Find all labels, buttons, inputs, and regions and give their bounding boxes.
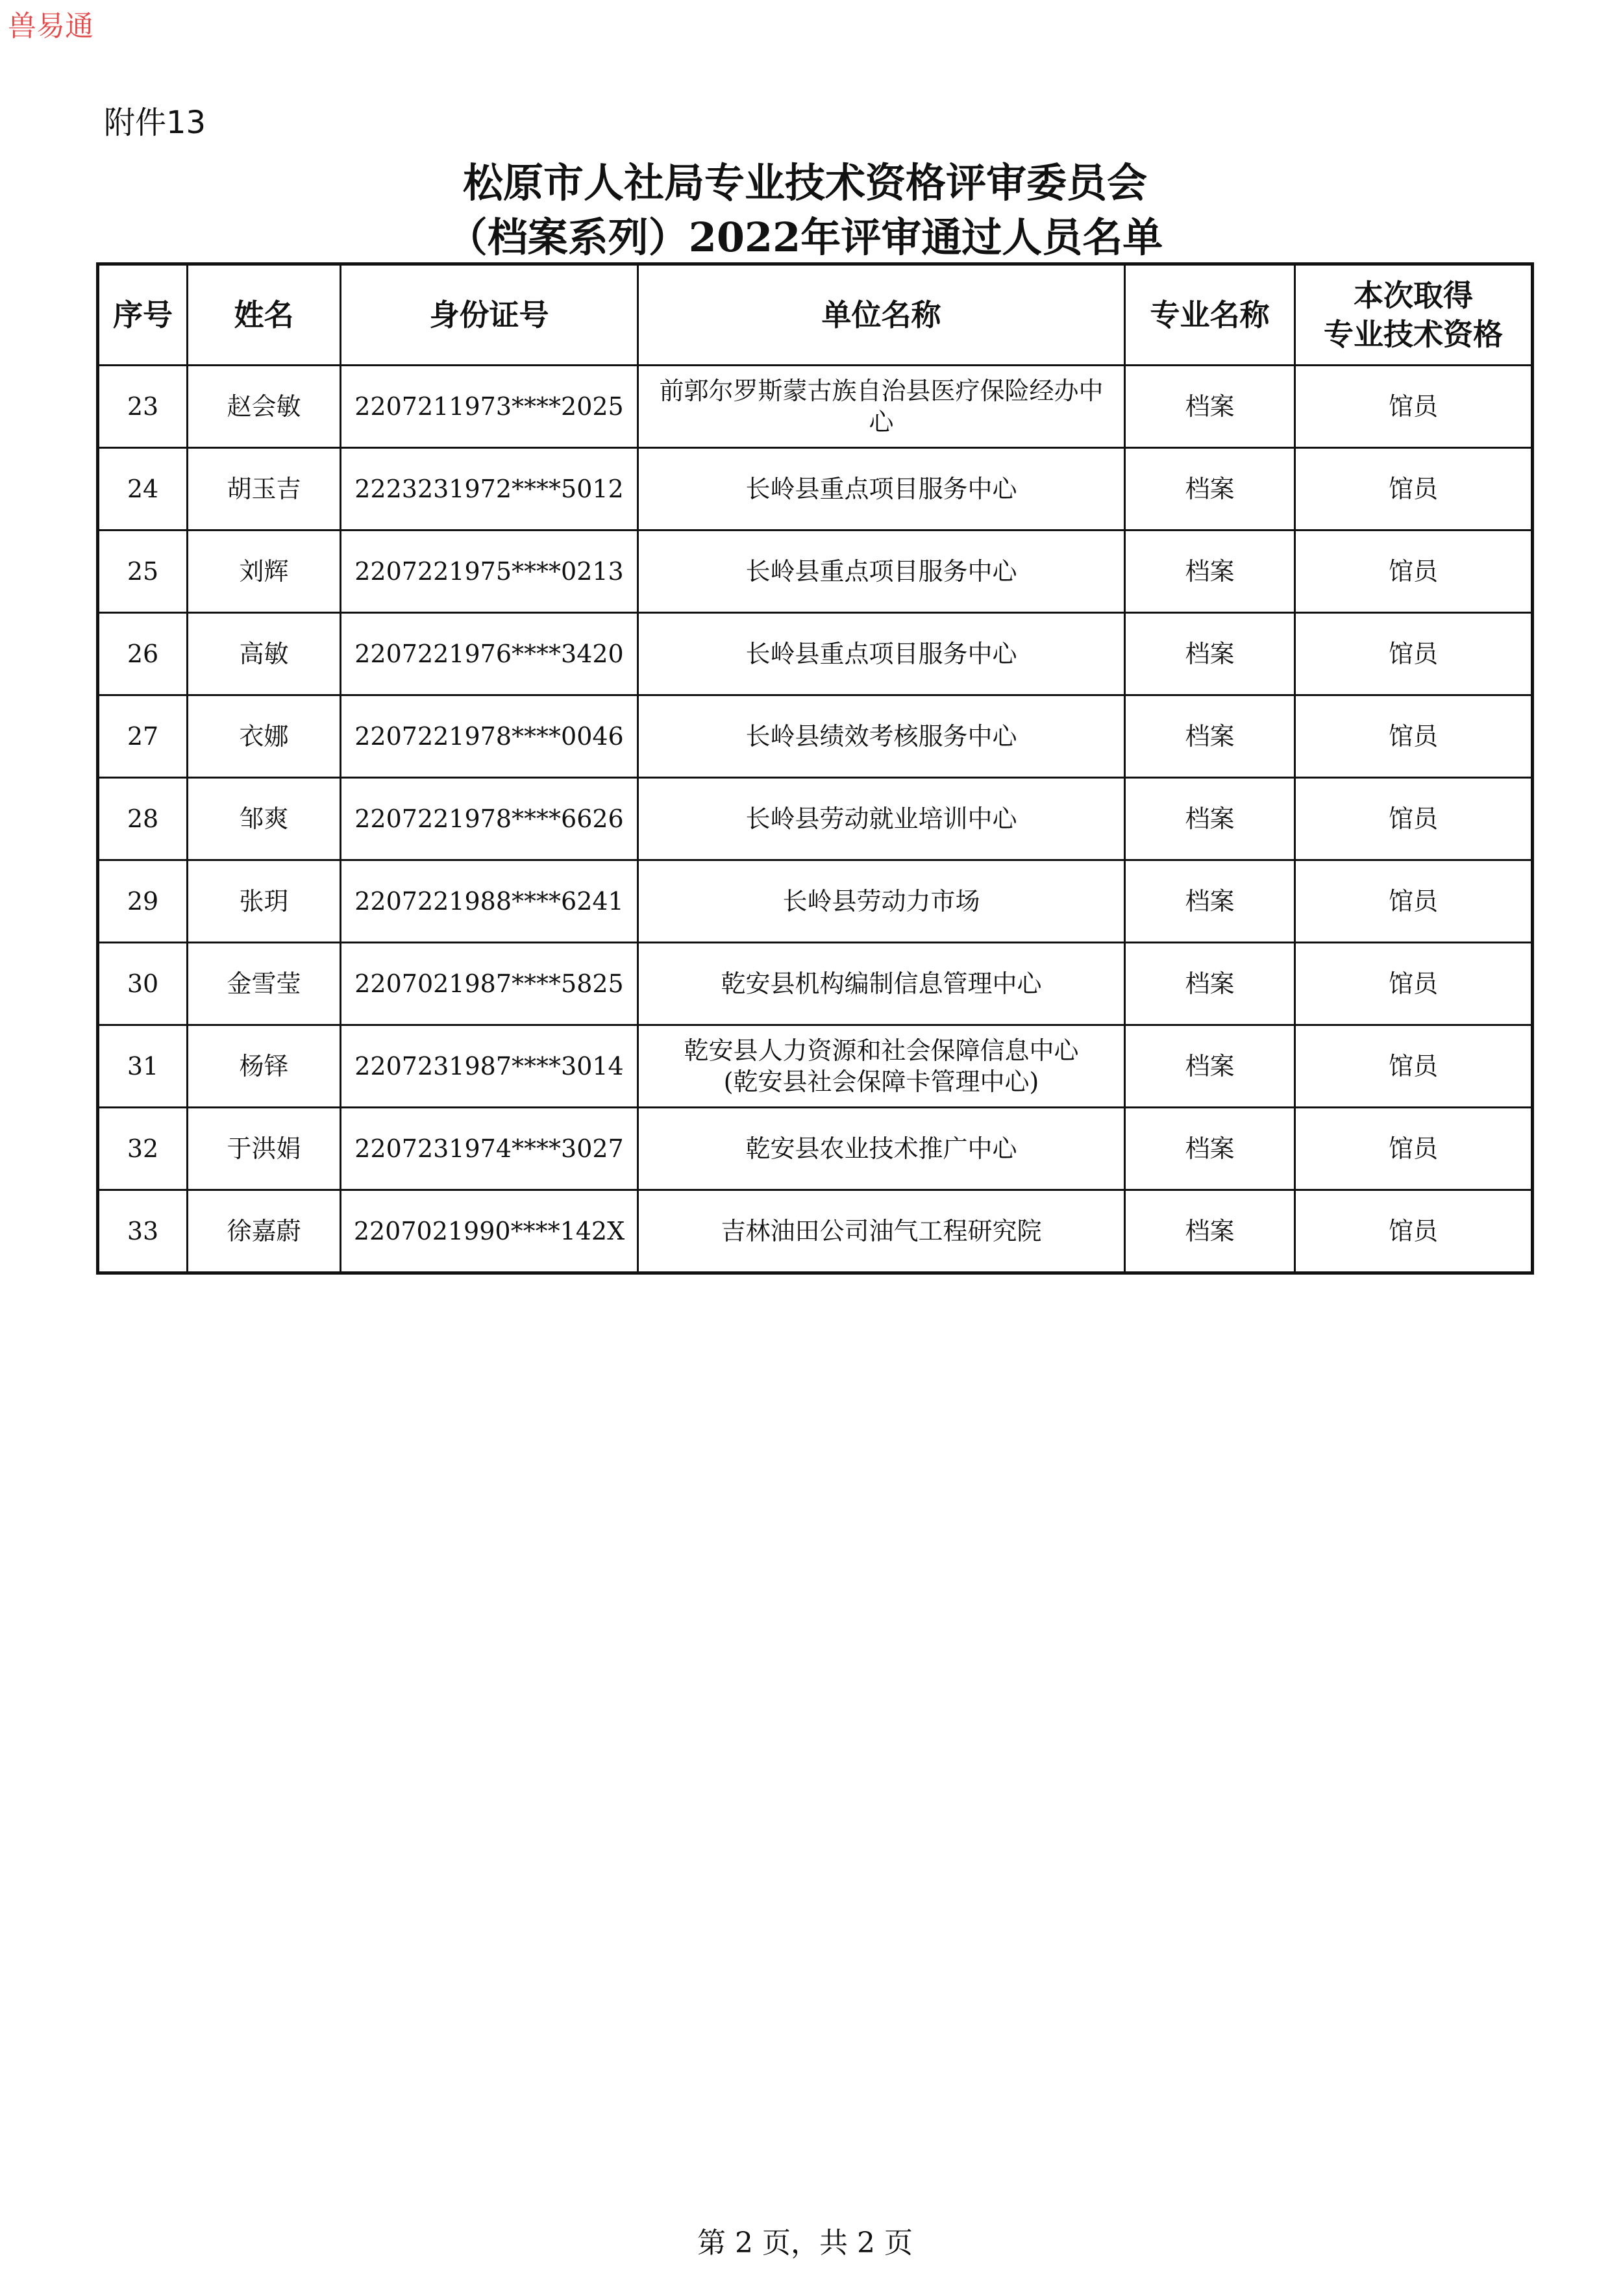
table-row (98, 613, 1533, 695)
table-row (98, 1025, 1533, 1108)
cell-qualification: 馆员 (1295, 1025, 1533, 1108)
header-major: 专业名称 (1125, 264, 1295, 366)
table-row (98, 448, 1533, 530)
cell-unit (638, 778, 1125, 860)
unit-line1: 长岭县重点项目服务中心 (745, 640, 1017, 668)
cell-major: 档案 (1125, 613, 1295, 695)
cell-unit (638, 1025, 1125, 1108)
unit-line2: 心 (869, 408, 894, 436)
cell-major: 档案 (1125, 448, 1295, 530)
cell-id: 2207231974****3027 (341, 1108, 638, 1190)
cell-id: 2207221975****0213 (341, 530, 638, 613)
cell-qualification: 馆员 (1295, 943, 1533, 1025)
unit-line1: 长岭县劳动就业培训中心 (745, 805, 1017, 833)
cell-name: 杨铎 (188, 1025, 341, 1108)
table-row (98, 530, 1533, 613)
unit-line1: 长岭县重点项目服务中心 (745, 557, 1017, 586)
cell-unit (638, 1190, 1125, 1273)
cell-major: 档案 (1125, 943, 1295, 1025)
unit-line1: 长岭县劳动力市场 (782, 887, 980, 916)
attachment-label: 附件13 (104, 105, 206, 141)
cell-name: 邹爽 (188, 778, 341, 860)
cell-name: 于洪娟 (188, 1108, 341, 1190)
table-row (98, 860, 1533, 943)
cell-seq: 24 (98, 448, 188, 530)
cell-qualification: 馆员 (1295, 448, 1533, 530)
cell-qualification: 馆员 (1295, 860, 1533, 943)
header-unit: 单位名称 (638, 264, 1125, 366)
unit-line2: (乾安县社会保障卡管理中心) (723, 1067, 1039, 1096)
cell-name: 刘辉 (188, 530, 341, 613)
cell-qualification: 馆员 (1295, 366, 1533, 448)
cell-qualification: 馆员 (1295, 1190, 1533, 1273)
unit-line1: 长岭县绩效考核服务中心 (745, 722, 1017, 751)
cell-major: 档案 (1125, 1025, 1295, 1108)
unit-line1: 乾安县农业技术推广中心 (745, 1134, 1017, 1163)
cell-seq: 25 (98, 530, 188, 613)
cell-major: 档案 (1125, 860, 1295, 943)
cell-major: 档案 (1125, 778, 1295, 860)
page-footer: 第 2 页，共 2 页 (697, 2227, 913, 2260)
header-qualification-line1: 本次取得 (1354, 278, 1473, 313)
cell-name: 金雪莹 (188, 943, 341, 1025)
cell-seq: 27 (98, 695, 188, 778)
header-qualification (1295, 264, 1533, 366)
table-row (98, 943, 1533, 1025)
cell-unit (638, 448, 1125, 530)
cell-seq: 33 (98, 1190, 188, 1273)
table-header-row (98, 264, 1533, 366)
cell-unit (638, 1108, 1125, 1190)
table-row (98, 1190, 1533, 1273)
unit-line1: 乾安县人力资源和社会保障信息中心 (684, 1036, 1079, 1065)
cell-name: 张玥 (188, 860, 341, 943)
cell-name: 高敏 (188, 613, 341, 695)
cell-qualification: 馆员 (1295, 695, 1533, 778)
cell-id: 2207221988****6241 (341, 860, 638, 943)
cell-id: 2207211973****2025 (341, 366, 638, 448)
cell-qualification: 馆员 (1295, 778, 1533, 860)
header-seq: 序号 (98, 264, 188, 366)
watermark-text: 兽易通 (8, 10, 93, 43)
unit-line1: 前郭尔罗斯蒙古族自治县医疗保险经办中 (659, 377, 1104, 405)
cell-qualification: 馆员 (1295, 613, 1533, 695)
cell-seq: 23 (98, 366, 188, 448)
document-title-line1: 松原市人社局专业技术资格评审委员会 (462, 159, 1147, 206)
unit-line1: 乾安县机构编制信息管理中心 (721, 969, 1042, 998)
cell-major: 档案 (1125, 1190, 1295, 1273)
cell-unit (638, 695, 1125, 778)
cell-unit (638, 613, 1125, 695)
cell-qualification: 馆员 (1295, 1108, 1533, 1190)
cell-unit (638, 530, 1125, 613)
cell-unit (638, 366, 1125, 448)
cell-id: 2207221976****3420 (341, 613, 638, 695)
cell-seq: 26 (98, 613, 188, 695)
cell-name: 胡玉吉 (188, 448, 341, 530)
table-row (98, 778, 1533, 860)
cell-seq: 32 (98, 1108, 188, 1190)
roster-table (96, 262, 1534, 1275)
unit-line1: 长岭县重点项目服务中心 (745, 475, 1017, 503)
unit-line1: 吉林油田公司油气工程研究院 (721, 1217, 1042, 1245)
table-row (98, 1108, 1533, 1190)
cell-id: 2223231972****5012 (341, 448, 638, 530)
document-title-line2: （档案系列）2022年评审通过人员名单 (447, 214, 1163, 261)
table-row (98, 366, 1533, 448)
cell-name: 赵会敏 (188, 366, 341, 448)
cell-major: 档案 (1125, 530, 1295, 613)
cell-unit (638, 860, 1125, 943)
table-body (98, 366, 1533, 1273)
cell-id: 2207221978****6626 (341, 778, 638, 860)
header-qualification-line2: 专业技术资格 (1324, 317, 1503, 352)
cell-seq: 31 (98, 1025, 188, 1108)
cell-qualification: 馆员 (1295, 530, 1533, 613)
cell-id: 2207231987****3014 (341, 1025, 638, 1108)
cell-id: 2207221978****0046 (341, 695, 638, 778)
cell-major: 档案 (1125, 695, 1295, 778)
cell-seq: 28 (98, 778, 188, 860)
cell-unit (638, 943, 1125, 1025)
header-id: 身份证号 (341, 264, 638, 366)
table-row (98, 695, 1533, 778)
cell-major: 档案 (1125, 366, 1295, 448)
cell-id: 2207021990****142X (341, 1190, 638, 1273)
cell-seq: 29 (98, 860, 188, 943)
header-name: 姓名 (188, 264, 341, 366)
cell-name: 徐嘉蔚 (188, 1190, 341, 1273)
cell-id: 2207021987****5825 (341, 943, 638, 1025)
cell-name: 衣娜 (188, 695, 341, 778)
cell-major: 档案 (1125, 1108, 1295, 1190)
cell-seq: 30 (98, 943, 188, 1025)
